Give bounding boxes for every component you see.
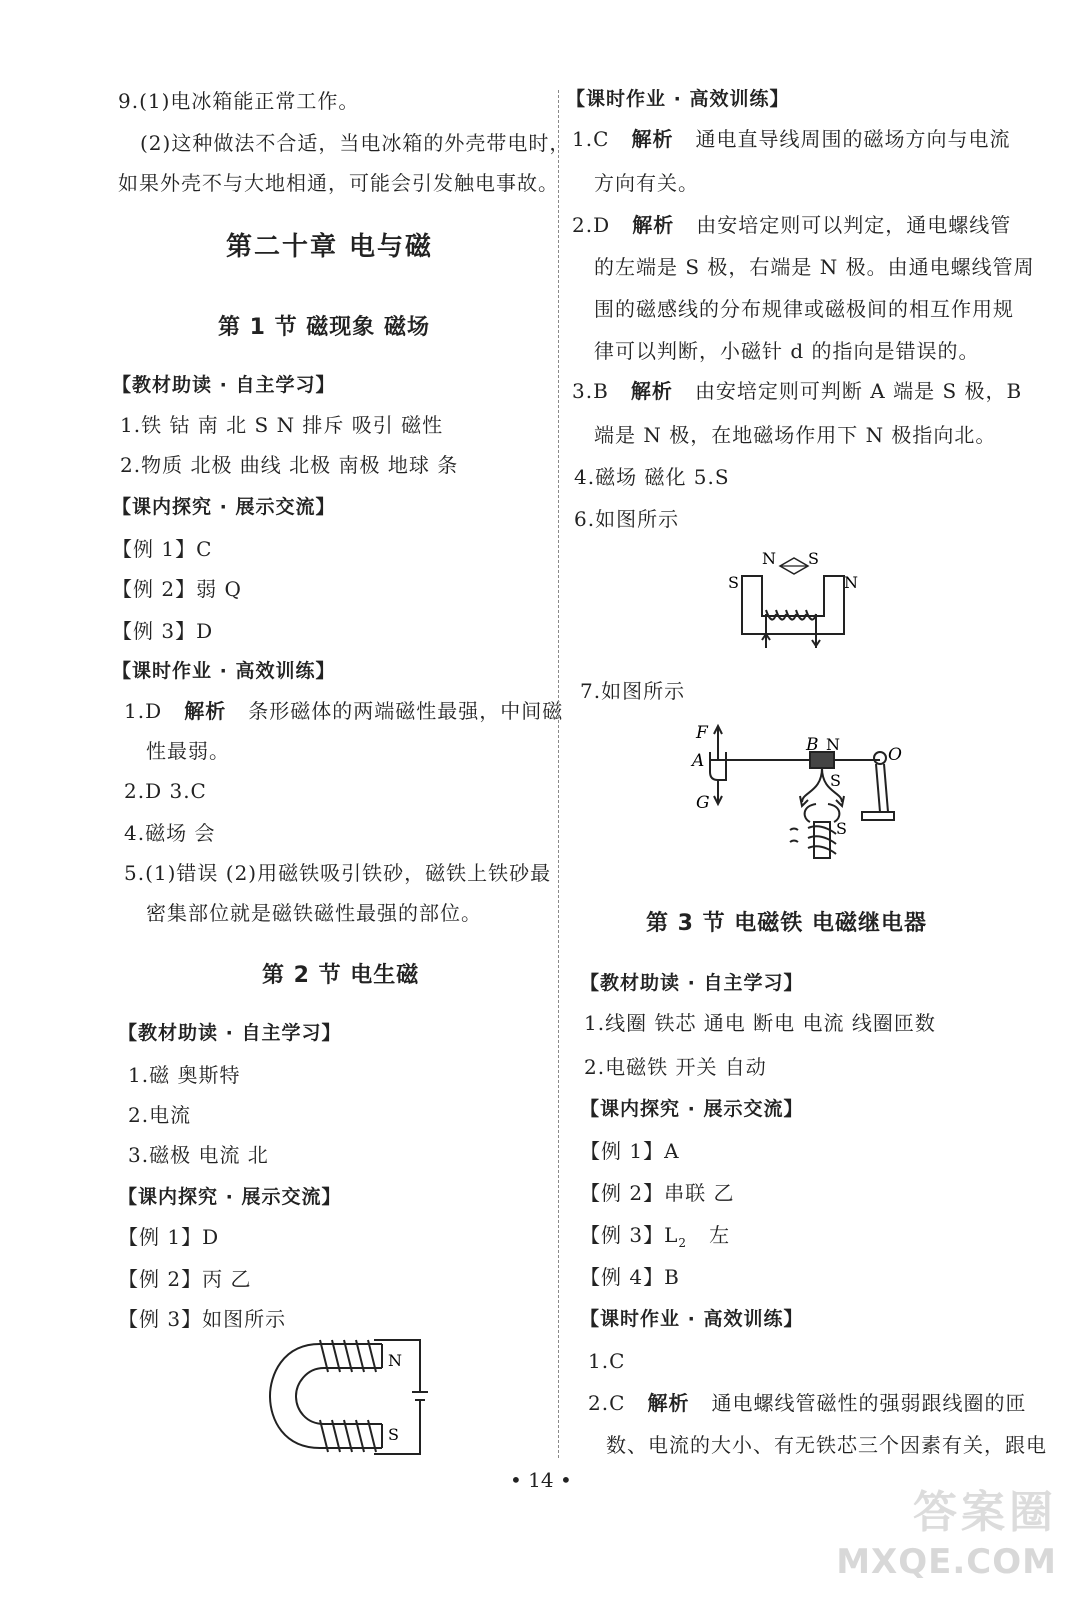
s1-heading-study: 【教材助读 · 自主学习】 xyxy=(112,374,336,396)
section-2-title: 第 2 节 电生磁 xyxy=(262,963,420,988)
s3-example-3 xyxy=(580,1222,730,1256)
fig6-needle-n: N xyxy=(762,549,776,568)
fig7-label-o: O xyxy=(888,745,902,765)
r-q3-line2: 端是 N 极，在地磁场作用下 N 极指向北。 xyxy=(594,423,997,447)
chapter-title: 第二十章 电与磁 xyxy=(226,232,434,262)
watermark-logo-text: 答案圈 xyxy=(913,1487,1057,1538)
s3-example-3-prefix: 【例 3】L xyxy=(580,1223,679,1247)
s3-q2-line2: 数、电流的大小、有无铁芯三个因素有关，跟电 xyxy=(606,1433,1047,1457)
s3-example-2: 【例 2】串联 乙 xyxy=(580,1181,735,1205)
r-q3-analysis-text: 由安培定则可判断 A 端是 S 极，B xyxy=(694,379,1023,403)
s3-q2-analysis-text: 通电螺线管磁性的强弱跟线圈的匝 xyxy=(711,1391,1027,1415)
r-q3-number: 3.B xyxy=(572,379,609,403)
s3-heading-homework: 【课时作业 · 高效训练】 xyxy=(580,1308,804,1330)
r-q1-line2: 方向有关。 xyxy=(594,171,699,195)
s3-example-3-subscript: 2 xyxy=(678,1236,688,1250)
s2-example-3: 【例 3】如图所示 xyxy=(118,1307,287,1331)
s1-heading-homework: 【课时作业 · 高效训练】 xyxy=(112,660,336,682)
r-q4-q5: 4.磁场 磁化 5.S xyxy=(574,465,730,489)
r-q2-line2: 的左端是 S 极，右端是 N 极。由通电螺线管周 xyxy=(594,255,1035,279)
r-q2-line3: 围的磁感线的分布规律或磁极间的相互作用规 xyxy=(594,297,1014,321)
r-q3-line1 xyxy=(572,378,1022,404)
s3-example-3-suffix: 左 xyxy=(687,1223,731,1247)
s3-heading-explore: 【课内探究 · 展示交流】 xyxy=(580,1098,804,1120)
r-q3-analysis-label: 解析 xyxy=(630,379,673,403)
s1-q4: 4.磁场 会 xyxy=(124,821,216,845)
watermark-url: MXQE.COM xyxy=(836,1542,1057,1582)
s1-example-3: 【例 3】D xyxy=(112,619,214,643)
s2-answer-3: 3.磁极 电流 北 xyxy=(128,1143,269,1167)
section-1-title: 第 1 节 磁现象 磁场 xyxy=(218,315,430,340)
fig7-label-b: B xyxy=(806,735,819,755)
s2-example-2: 【例 2】丙 乙 xyxy=(118,1267,252,1291)
s3-answer-2: 2.电磁铁 开关 自动 xyxy=(584,1055,767,1079)
s3-example-4: 【例 4】B xyxy=(580,1265,680,1289)
fig6-needle-s: S xyxy=(808,549,819,568)
s1-example-1: 【例 1】C xyxy=(112,537,213,561)
r-q2-line4: 律可以判断，小磁针 d 的指向是错误的。 xyxy=(594,339,980,363)
s2-example-1: 【例 1】D xyxy=(118,1225,220,1249)
r-q1-analysis-label: 解析 xyxy=(631,127,674,151)
r-q2-line1 xyxy=(572,212,1011,238)
r-q1-analysis-text: 通电直导线周围的磁场方向与电流 xyxy=(695,127,1011,151)
s1-q2-q3: 2.D 3.C xyxy=(124,779,207,803)
s2-heading-study: 【教材助读 · 自主学习】 xyxy=(118,1022,342,1044)
fig6-core-s: S xyxy=(728,573,739,592)
r-q7: 7.如图所示 xyxy=(580,679,686,703)
s1-answer-2: 2.物质 北极 曲线 北极 南极 地球 条 xyxy=(120,453,459,477)
r-heading-homework: 【课时作业 · 高效训练】 xyxy=(566,88,790,110)
r-q1-number: 1.C xyxy=(572,127,610,151)
s1-q1-analysis-label: 解析 xyxy=(184,699,227,723)
r-q6: 6.如图所示 xyxy=(574,507,680,531)
column-divider xyxy=(558,90,559,1458)
s3-example-1: 【例 1】A xyxy=(580,1139,680,1163)
fig7-label-s1: S xyxy=(830,771,841,790)
s3-heading-study: 【教材助读 · 自主学习】 xyxy=(580,972,804,994)
s1-q1-line1 xyxy=(124,698,563,724)
q9-part2-line1: (2)这种做法不合适，当电冰箱的外壳带电时， xyxy=(140,131,571,155)
s3-q2-line1 xyxy=(588,1390,1027,1416)
section-3-title: 第 3 节 电磁铁 电磁继电器 xyxy=(646,911,927,936)
s3-answer-1: 1.线圈 铁芯 通电 断电 电流 线圈匝数 xyxy=(584,1011,936,1035)
s1-q5-line2: 密集部位就是磁铁磁性最强的部位。 xyxy=(146,901,482,925)
fig7-label-g: G xyxy=(696,793,710,813)
r-q1-line1 xyxy=(572,126,1011,152)
fig6-electromagnet xyxy=(722,542,872,662)
s3-q2-analysis-label: 解析 xyxy=(647,1391,690,1415)
s1-q1-line2: 性最弱。 xyxy=(146,739,230,763)
u-magnet-s-label: S xyxy=(388,1425,399,1444)
s2-heading-explore: 【课内探究 · 展示交流】 xyxy=(118,1186,342,1208)
s3-q1: 1.C xyxy=(588,1349,626,1373)
q9-part1: 9.(1)电冰箱能正常工作。 xyxy=(118,89,360,113)
s1-q5-line1: 5.(1)错误 (2)用磁铁吸引铁砂，磁铁上铁砂最 xyxy=(124,861,552,885)
s3-q2-number: 2.C xyxy=(588,1391,626,1415)
s2-answer-2: 2.电流 xyxy=(128,1103,192,1127)
page-number: • 14 • xyxy=(510,1468,572,1492)
s1-example-2: 【例 2】弱 Q xyxy=(112,577,242,601)
fig7-label-f: F xyxy=(696,723,708,743)
fig7-lever-electromagnet xyxy=(690,722,910,872)
s1-answer-1: 1.铁 钴 南 北 S N 排斥 吸引 磁性 xyxy=(120,413,444,437)
s2-answer-1: 1.磁 奥斯特 xyxy=(128,1063,241,1087)
fig7-label-n: N xyxy=(826,735,840,754)
s1-heading-explore: 【课内探究 · 展示交流】 xyxy=(112,496,336,518)
fig6-core-n: N xyxy=(844,573,858,592)
fig7-label-s2: S xyxy=(836,819,847,838)
u-magnet-figure xyxy=(262,1336,442,1458)
s1-q1-analysis-text: 条形磁体的两端磁性最强，中间磁 xyxy=(248,699,564,723)
q9-part2-line2: 如果外壳不与大地相通，可能会引发触电事故。 xyxy=(118,171,559,195)
u-magnet-n-label: N xyxy=(388,1351,402,1370)
r-q2-analysis-text: 由安培定则可以判定，通电螺线管 xyxy=(696,213,1012,237)
s1-q1-number: 1.D xyxy=(124,699,163,723)
fig7-label-a: A xyxy=(692,751,705,771)
r-q2-number: 2.D xyxy=(572,213,611,237)
r-q2-analysis-label: 解析 xyxy=(632,213,675,237)
